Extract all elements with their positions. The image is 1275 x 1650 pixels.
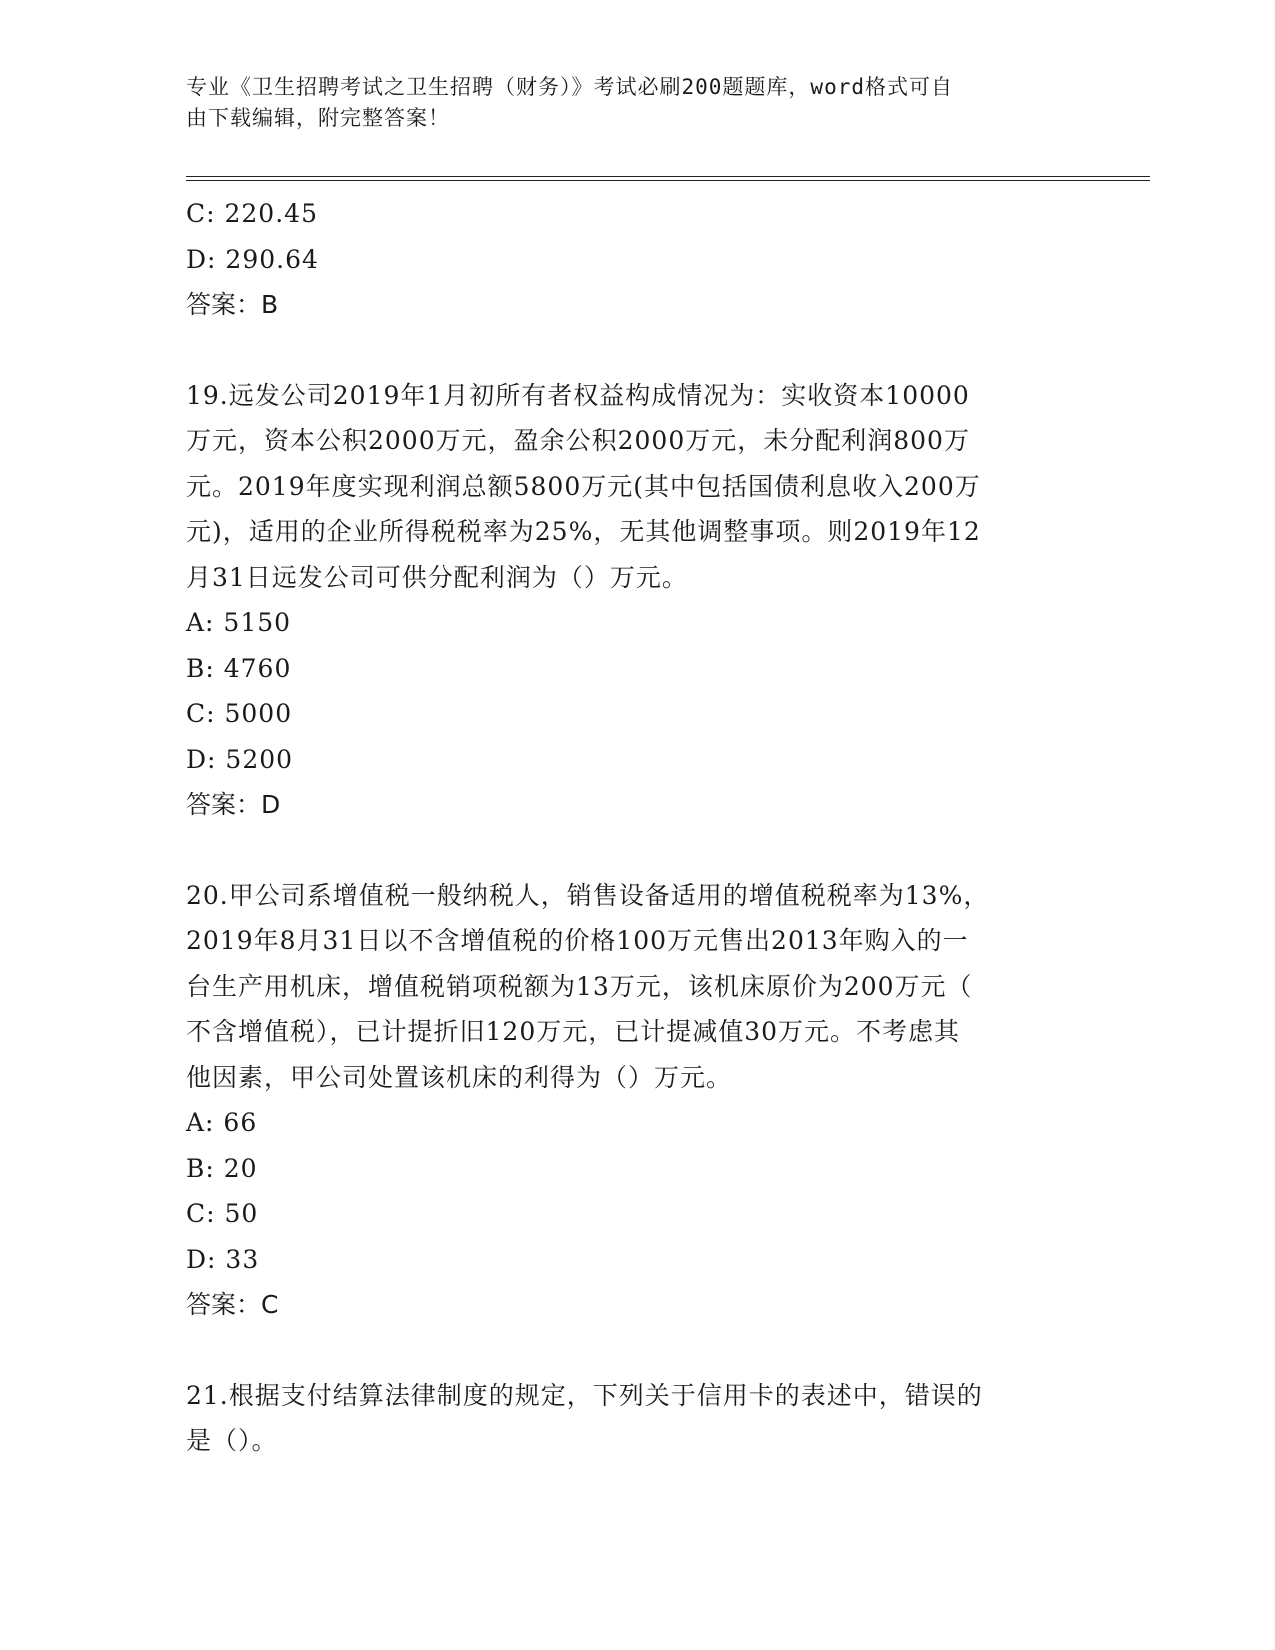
question-stem xyxy=(186,1373,1066,1464)
stem-line: 21.根据支付结算法律制度的规定，下列关于信用卡的表述中，错误的 xyxy=(186,1380,983,1410)
stem-line: 19.远发公司2019年1月初所有者权益构成情况为：实收资本10000 xyxy=(186,380,970,410)
question-21 xyxy=(186,1373,1066,1464)
stem-line: 2019年8月31日以不含增值税的价格100万元售出2013年购入的一 xyxy=(186,926,969,955)
answer-line: 答案：C xyxy=(186,1290,279,1319)
stem-line: 是（）。 xyxy=(186,1426,278,1455)
answer-line: 答案：D xyxy=(186,790,281,819)
stem-line: 元)，适用的企业所得税税率为25%，无其他调整事项。则2019年12 xyxy=(186,517,981,546)
stem-line: 20.甲公司系增值税一般纳税人，销售设备适用的增值税税率为13%， xyxy=(186,880,990,910)
option-d: D: 33 xyxy=(186,1244,260,1274)
spacer xyxy=(186,828,1066,873)
option-c: C: 5000 xyxy=(186,699,293,728)
question-20 xyxy=(186,873,1066,1328)
header-line: 专业《卫生招聘考试之卫生招聘（财务）》考试必刷200题题库，word格式可自 xyxy=(186,75,953,99)
question-19 xyxy=(186,373,1066,828)
page-header xyxy=(186,72,1056,134)
option-c: C: 50 xyxy=(186,1199,259,1228)
header-rule xyxy=(186,176,1150,181)
question-list xyxy=(186,191,1066,1464)
option-b: B: 4760 xyxy=(186,653,292,683)
spacer xyxy=(186,1328,1066,1373)
option-a: A: 5150 xyxy=(186,608,292,637)
option-c: C: 220.45 xyxy=(186,199,318,228)
answer-line: 答案：B xyxy=(186,290,279,319)
option-b: B: 20 xyxy=(186,1153,258,1183)
question-stem xyxy=(186,373,1066,601)
option-d: D: 5200 xyxy=(186,744,294,774)
stem-line: 月31日远发公司可供分配利润为（）万元。 xyxy=(186,562,688,592)
stem-line: 台生产用机床，增值税销项税额为13万元，该机床原价为200万元（ xyxy=(186,971,973,1001)
spacer xyxy=(186,328,1066,373)
option-a: A: 66 xyxy=(186,1108,258,1137)
stem-line: 不含增值税），已计提折旧120万元，已计提减值30万元。不考虑其 xyxy=(186,1017,961,1046)
question-stem xyxy=(186,873,1066,1101)
header-line: 由下载编辑，附完整答案！ xyxy=(186,106,450,130)
stem-line: 他因素，甲公司处置该机床的利得为（）万元。 xyxy=(186,1062,733,1092)
stem-line: 元。2019年度实现利润总额5800万元(其中包括国债利息收入200万 xyxy=(186,471,981,501)
option-d: D: 290.64 xyxy=(186,244,319,274)
question-continuation xyxy=(186,191,1066,328)
stem-line: 万元，资本公积2000万元，盈余公积2000万元，未分配利润800万 xyxy=(186,426,970,455)
